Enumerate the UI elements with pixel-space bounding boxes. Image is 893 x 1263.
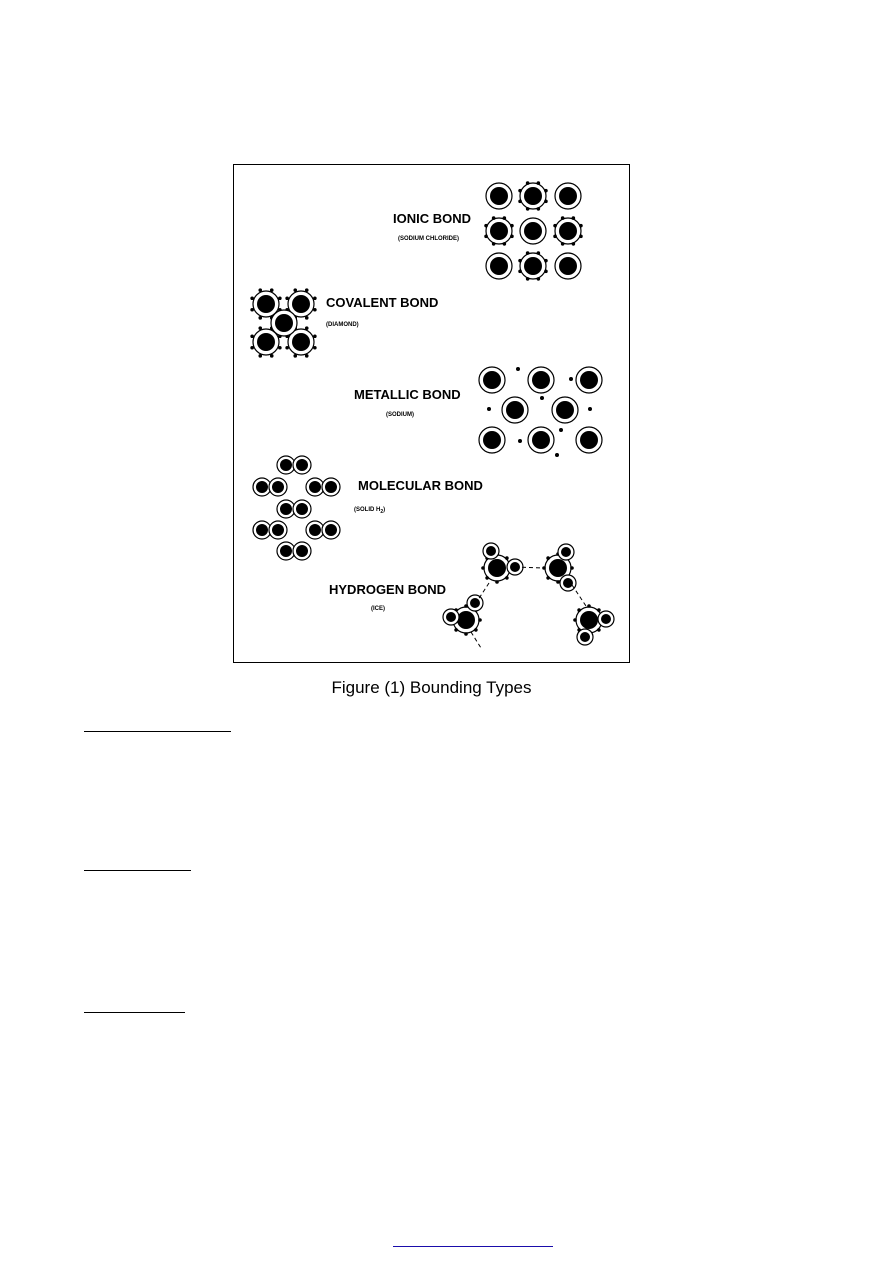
hydrogen-bond-line <box>572 585 586 606</box>
electron-dot <box>556 580 560 584</box>
atom-layer <box>250 181 614 648</box>
electron-dot <box>537 207 541 211</box>
free-electron <box>569 377 573 381</box>
hydrogen-atom-nucleus <box>563 578 573 588</box>
electron-dot <box>526 207 530 211</box>
electron-dot <box>495 580 499 584</box>
chloride-ion-nucleus <box>559 222 577 240</box>
electron-dot <box>537 277 541 281</box>
hydrogen-bond-label: HYDROGEN BOND <box>329 582 447 597</box>
sodium-metal-ion-nucleus <box>580 371 598 389</box>
bonding-types-figure <box>233 164 630 663</box>
electron-dot <box>570 566 574 570</box>
electron-dot <box>537 181 541 185</box>
electron-dot <box>258 316 262 320</box>
sodium-metal-ion-nucleus <box>532 371 550 389</box>
ionic-bond-label: IONIC BOND <box>393 211 471 226</box>
electron-dot <box>258 354 262 358</box>
metallic-bond-label: METALLIC BOND <box>354 387 461 402</box>
hydrogen-atom-nucleus <box>280 503 292 515</box>
hydrogen-atom-nucleus <box>486 546 496 556</box>
electron-dot <box>587 604 591 608</box>
hydrogen-atom-nucleus <box>325 524 337 536</box>
chloride-ion-nucleus <box>490 222 508 240</box>
electron-dot <box>474 628 478 632</box>
hydrogen-bond-line <box>471 632 481 648</box>
electron-dot <box>572 216 576 220</box>
electron-dot <box>526 277 530 281</box>
ionic-bond-subtitle: (SODIUM CHLORIDE) <box>398 236 459 242</box>
hydrogen-atom-nucleus <box>296 503 308 515</box>
electron-dot <box>305 316 309 320</box>
chloride-ion-nucleus <box>524 187 542 205</box>
electron-dot <box>526 181 530 185</box>
electron-dot <box>561 242 565 246</box>
hydrogen-atom-nucleus <box>561 547 571 557</box>
free-electron <box>516 367 520 371</box>
electron-dot <box>573 618 577 622</box>
electron-dot <box>313 308 317 312</box>
hydrogen-atom-nucleus <box>280 545 292 557</box>
electron-dot <box>510 235 514 239</box>
electron-dot <box>484 235 488 239</box>
hydrogen-bond-subtitle: (ICE) <box>371 606 385 612</box>
electron-dot <box>270 354 274 358</box>
hydrogen-atom-nucleus <box>296 459 308 471</box>
sodium-metal-ion-nucleus <box>506 401 524 419</box>
oxygen-atom-nucleus <box>549 559 567 577</box>
sodium-ion-nucleus <box>524 222 542 240</box>
electron-dot <box>250 296 254 300</box>
electron-dot <box>250 346 254 350</box>
hydrogen-atom-nucleus <box>309 481 321 493</box>
hydrogen-atom-nucleus <box>280 459 292 471</box>
electron-dot <box>518 270 522 274</box>
sodium-metal-ion-nucleus <box>483 431 501 449</box>
carbon-atom-nucleus <box>275 314 293 332</box>
oxygen-atom-nucleus <box>457 611 475 629</box>
electron-dot <box>526 251 530 255</box>
metallic-bond-subtitle: (SODIUM) <box>386 412 414 418</box>
electron-dot <box>503 216 507 220</box>
electron-dot <box>313 296 317 300</box>
sodium-ion-nucleus <box>559 187 577 205</box>
electron-dot <box>313 334 317 338</box>
footer-link-underline[interactable] <box>393 1246 553 1247</box>
electron-dot <box>537 251 541 255</box>
section-heading-underline <box>84 731 231 732</box>
oxygen-atom-nucleus <box>580 611 598 629</box>
electron-dot <box>478 618 482 622</box>
electron-dot <box>597 628 601 632</box>
carbon-atom-nucleus <box>257 333 275 351</box>
figure-caption: Figure (1) Bounding Types <box>331 678 532 697</box>
electron-dot <box>518 189 522 193</box>
electron-dot <box>505 556 509 560</box>
carbon-atom-nucleus <box>257 295 275 313</box>
sodium-metal-ion-nucleus <box>556 401 574 419</box>
sodium-ion-nucleus <box>490 187 508 205</box>
carbon-atom-nucleus <box>292 333 310 351</box>
electron-dot <box>492 216 496 220</box>
free-electron <box>555 453 559 457</box>
electron-dot <box>285 346 289 350</box>
electron-dot <box>510 224 514 228</box>
electron-dot <box>492 242 496 246</box>
electron-dot <box>305 354 309 358</box>
oxygen-atom-nucleus <box>488 559 506 577</box>
hydrogen-atom-nucleus <box>470 598 480 608</box>
electron-dot <box>305 326 309 330</box>
electron-dot <box>464 632 468 636</box>
free-electron <box>487 407 491 411</box>
electron-dot <box>285 296 289 300</box>
covalent-bond-label: COVALENT BOND <box>326 295 439 310</box>
hydrogen-atom-nucleus <box>580 632 590 642</box>
electron-dot <box>278 346 282 350</box>
free-electron <box>518 439 522 443</box>
electron-dot <box>544 189 548 193</box>
electron-dot <box>313 346 317 350</box>
electron-dot <box>503 242 507 246</box>
electron-dot <box>250 334 254 338</box>
electron-dot <box>270 288 274 292</box>
electron-dot <box>485 576 489 580</box>
sodium-metal-ion-nucleus <box>580 431 598 449</box>
electron-dot <box>579 224 583 228</box>
electron-dot <box>293 354 297 358</box>
electron-dot <box>518 259 522 263</box>
sodium-metal-ion-nucleus <box>532 431 550 449</box>
free-electron <box>559 428 563 432</box>
bonding-diagram <box>234 165 630 663</box>
hydrogen-atom-nucleus <box>272 524 284 536</box>
covalent-bond-subtitle: (DIAMOND) <box>326 322 359 328</box>
sodium-metal-ion-nucleus <box>483 371 501 389</box>
carbon-atom-nucleus <box>292 295 310 313</box>
electron-dot <box>484 224 488 228</box>
electron-dot <box>305 288 309 292</box>
molecular-bond-subtitle: (SOLID $H_2$) <box>354 507 386 515</box>
hydrogen-atom-nucleus <box>296 545 308 557</box>
hydrogen-atom-nucleus <box>272 481 284 493</box>
section-heading-underline <box>84 870 191 871</box>
electron-dot <box>258 288 262 292</box>
electron-dot <box>561 216 565 220</box>
hydrogen-atom-nucleus <box>309 524 321 536</box>
molecular-bond-label: MOLECULAR BOND <box>358 478 483 493</box>
hydrogen-atom-nucleus <box>446 612 456 622</box>
electron-dot <box>544 200 548 204</box>
electron-dot <box>597 608 601 612</box>
electron-dot <box>454 628 458 632</box>
electron-dot <box>544 270 548 274</box>
chloride-ion-nucleus <box>524 257 542 275</box>
hydrogen-atom-nucleus <box>601 614 611 624</box>
hydrogen-atom-nucleus <box>256 524 268 536</box>
electron-dot <box>518 200 522 204</box>
sodium-ion-nucleus <box>559 257 577 275</box>
electron-dot <box>293 288 297 292</box>
free-electron <box>540 396 544 400</box>
electron-dot <box>546 556 550 560</box>
sodium-ion-nucleus <box>490 257 508 275</box>
free-electron <box>588 407 592 411</box>
electron-dot <box>481 566 485 570</box>
electron-dot <box>553 224 557 228</box>
electron-dot <box>505 576 509 580</box>
electron-dot <box>250 308 254 312</box>
electron-dot <box>572 242 576 246</box>
electron-dot <box>553 235 557 239</box>
electron-dot <box>546 576 550 580</box>
electron-dot <box>544 259 548 263</box>
electron-dot <box>278 296 282 300</box>
electron-dot <box>579 235 583 239</box>
electron-dot <box>258 326 262 330</box>
hydrogen-atom-nucleus <box>256 481 268 493</box>
electron-dot <box>577 608 581 612</box>
hydrogen-atom-nucleus <box>325 481 337 493</box>
section-heading-underline <box>84 1012 185 1013</box>
